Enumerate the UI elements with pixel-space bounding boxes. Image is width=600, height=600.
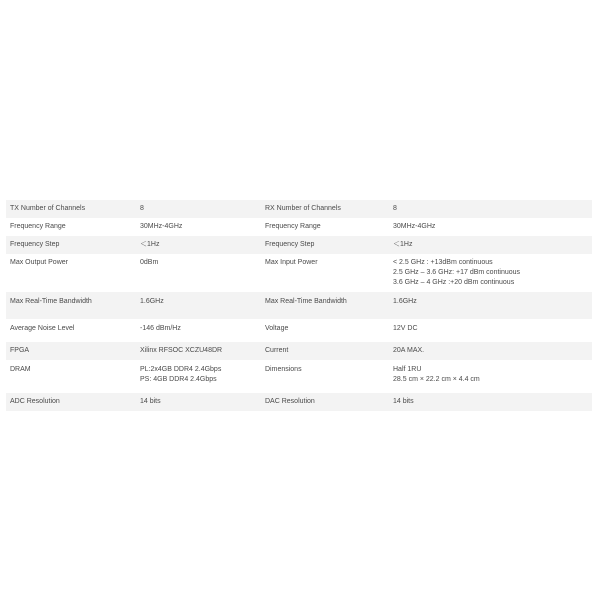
spec-label: Current — [261, 342, 389, 360]
table-row — [6, 200, 592, 218]
spec-value: -146 dBm/Hz — [136, 319, 261, 342]
spec-value: 0dBm — [136, 254, 261, 292]
table-row — [6, 254, 592, 292]
spec-value: < 2.5 GHz : +13dBm continuous 2.5 GHz – 3.6 GHz: +17 dBm continuous 3.6 GHz – 4 GHz :+20 dBm continuous — [389, 254, 592, 292]
spec-label: Voltage — [261, 319, 389, 342]
spec-label: Dimensions — [261, 360, 389, 393]
table-row — [6, 292, 592, 319]
spec-value: 30MHz-4GHz — [136, 218, 261, 236]
spec-label: DAC Resolution — [261, 393, 389, 411]
table-row — [6, 319, 592, 342]
spec-value: ＜1Hz — [136, 236, 261, 254]
spec-label: ADC Resolution — [6, 393, 136, 411]
spec-label: Frequency Step — [261, 236, 389, 254]
spec-value: ＜1Hz — [389, 236, 592, 254]
spec-value: 14 bits — [136, 393, 261, 411]
table-row — [6, 393, 592, 411]
spec-label: RX Number of Channels — [261, 200, 389, 218]
spec-value: 20A MAX. — [389, 342, 592, 360]
spec-value: 8 — [136, 200, 261, 218]
spec-value: PL:2x4GB DDR4 2.4Gbps PS: 4GB DDR4 2.4Gbps — [136, 360, 261, 393]
spec-value: 1.6GHz — [389, 292, 592, 319]
spec-label: Max Input Power — [261, 254, 389, 292]
spec-label: Average Noise Level — [6, 319, 136, 342]
spec-value: 1.6GHz — [136, 292, 261, 319]
table-row — [6, 342, 592, 360]
spec-label: Max Real-Time Bandwidth — [6, 292, 136, 319]
spec-label: FPGA — [6, 342, 136, 360]
spec-label: Max Real-Time Bandwidth — [261, 292, 389, 319]
spec-value: 8 — [389, 200, 592, 218]
table-row — [6, 236, 592, 254]
spec-value: Half 1RU 28.5 cm × 22.2 cm × 4.4 cm — [389, 360, 592, 393]
table-row — [6, 218, 592, 236]
table-row — [6, 360, 592, 393]
spec-label: Max Output Power — [6, 254, 136, 292]
spec-table — [6, 200, 592, 411]
spec-value: 14 bits — [389, 393, 592, 411]
spec-label: Frequency Range — [6, 218, 136, 236]
spec-label: DRAM — [6, 360, 136, 393]
spec-value: Xilinx RFSOC XCZU48DR — [136, 342, 261, 360]
spec-label: Frequency Step — [6, 236, 136, 254]
spec-value: 12V DC — [389, 319, 592, 342]
spec-value: 30MHz-4GHz — [389, 218, 592, 236]
spec-label: TX Number of Channels — [6, 200, 136, 218]
spec-label: Frequency Range — [261, 218, 389, 236]
